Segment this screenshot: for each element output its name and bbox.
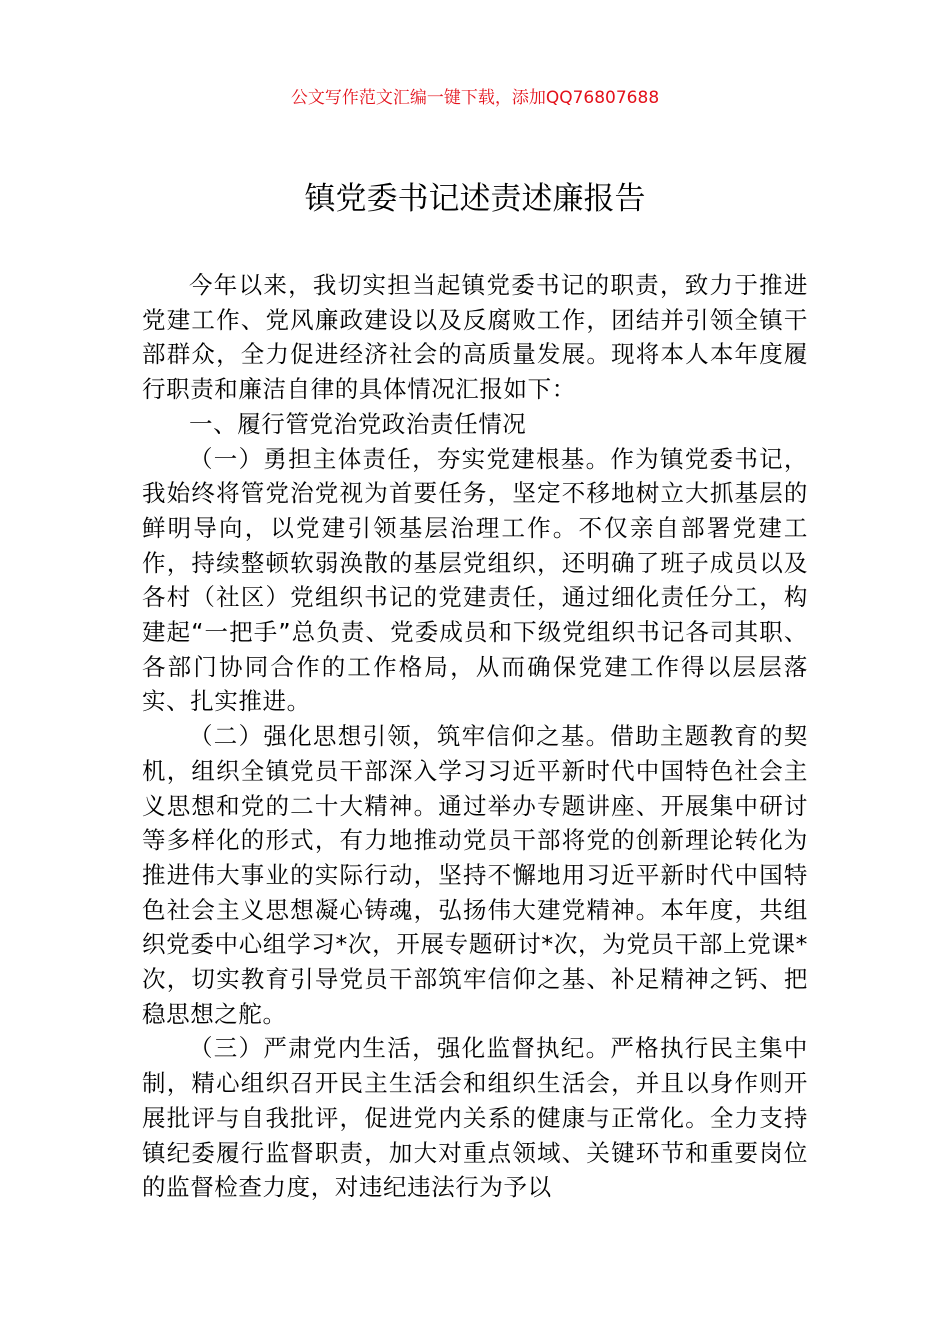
section-heading: 一、履行管党治党政治责任情况 bbox=[189, 409, 527, 438]
intro-paragraph: 今年以来，我切实担当起镇党委书记的职责，致力于推进党建工作、党风廉政建设以及反腐败工作，团结并引领全镇干部群众，全力促进经济社会的高质量发展。现将本人本年度履行职责和廉洁自律的具体情况汇报如下： bbox=[142, 271, 808, 404]
subsection-paragraph-2: （二）强化思想引领，筑牢信仰之基。借助主题教育的契机，组织全镇党员干部深入学习习近平新时代中国特色社会主义思想和党的二十大精神。通过举办专题讲座、开展集中研讨等多样化的形式，有力地推动党员干部将党的创新理论转化为推进伟大事业的实际行动，坚持不懈地用习近平新时代中国特色社会主义思想凝心铸魂，弘扬伟大建党精神。本年度，共组织党委中心组学习*次，开展专题研讨*次，为党员干部上党课*次，切实教育引导党员干部筑牢信仰之基、补足精神之钙、把稳思想之舵。 bbox=[142, 722, 808, 1028]
document-body bbox=[142, 268, 808, 1205]
subsection-paragraph-1: （一）勇担主体责任，夯实党建根基。作为镇党委书记，我始终将管党治党视为首要任务，坚定不移地树立大抓基层的鲜明导向，以党建引领基层治理工作。不仅亲自部署党建工作，持续整顿软弱涣散的基层党组织，还明确了班子成员以及各村（社区）党组织书记的党建责任，通过细化责任分工，构建起“一把手”总负责、党委成员和下级党组织书记各司其职、各部门协同合作的工作格局，从而确保党建工作得以层层落实、扎实推进。 bbox=[142, 444, 808, 716]
subsection-paragraph-3: （三）严肃党内生活，强化监督执纪。严格执行民主集中制，精心组织召开民主生活会和组织生活会，并且以身作则开展批评与自我批评，促进党内关系的健康与正常化。全力支持镇纪委履行监督职责，加大对重点领域、关键环节和重要岗位的监督检查力度，对违纪违法行为予以 bbox=[142, 1034, 808, 1202]
document-title: 镇党委书记述责述廉报告 bbox=[304, 181, 646, 217]
download-banner: 公文写作范文汇编一键下载，添加QQ76807688 bbox=[290, 88, 660, 108]
